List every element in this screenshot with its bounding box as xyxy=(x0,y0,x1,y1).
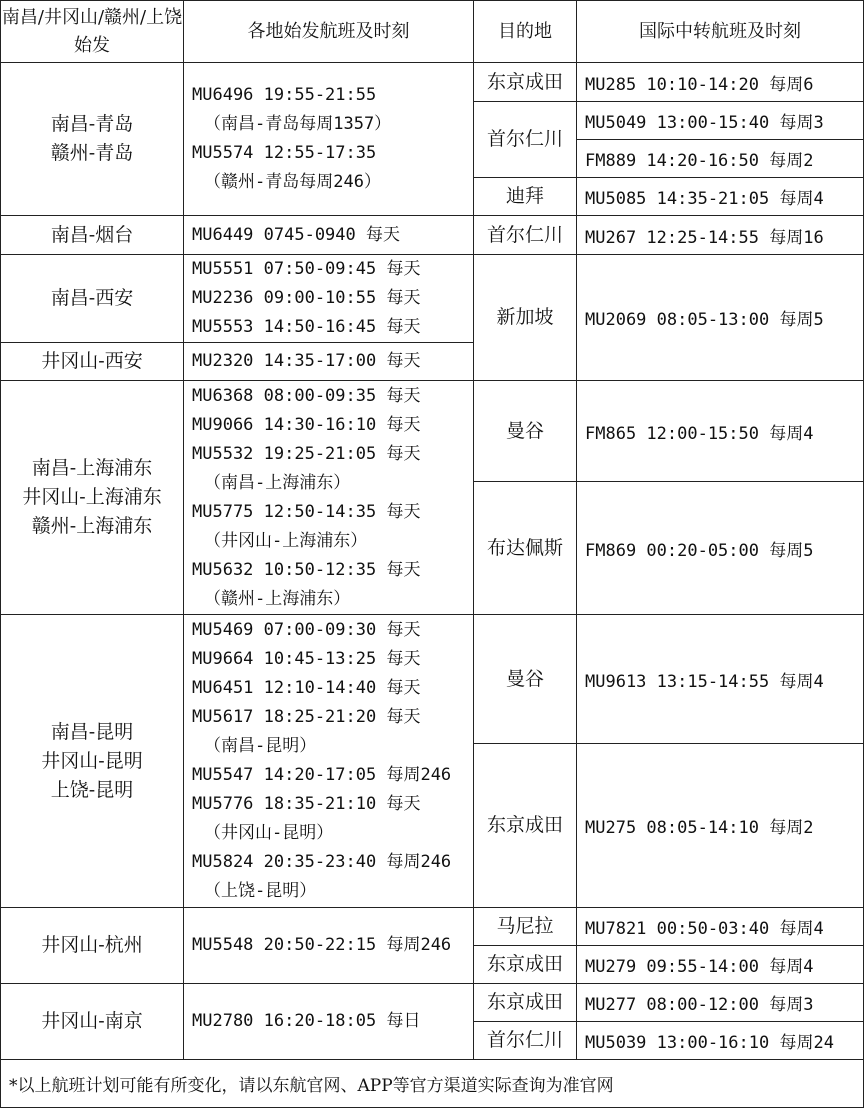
flight-line: MU6496 19:55-21:55 xyxy=(192,85,377,105)
destination-cell: 东京成田 xyxy=(474,946,577,984)
table-row xyxy=(1,984,864,1022)
origin-cell xyxy=(1,381,184,615)
domestic-flights-cell xyxy=(184,343,474,381)
destination-cell: 布达佩斯 xyxy=(474,482,577,615)
header-international: 国际中转航班及时刻 xyxy=(577,1,864,63)
table-row xyxy=(1,255,864,343)
flight-note: （井冈山-上海浦东） xyxy=(204,530,368,551)
destination-cell: 首尔仁川 xyxy=(474,1022,577,1060)
flight-line: MU6449 0745-0940 每天 xyxy=(192,224,400,245)
intl-flight-cell: MU267 12:25-14:55 每周16 xyxy=(577,216,864,255)
flight-line: MU5776 18:35-21:10 每天 xyxy=(192,794,421,814)
flight-line: MU9066 14:30-16:10 每天 xyxy=(192,414,421,435)
destination-cell: 曼谷 xyxy=(474,381,577,482)
intl-flight-cell: MU275 08:05-14:10 每周2 xyxy=(577,744,864,908)
flight-line: MU5532 19:25-21:05 每天 xyxy=(192,443,421,464)
origin-cell: 井冈山-南京 xyxy=(1,984,184,1060)
flight-note: （南昌-昆明） xyxy=(204,736,317,756)
domestic-flights-cell xyxy=(184,381,474,615)
intl-flight-cell: MU5049 13:00-15:40 每周3 xyxy=(577,102,864,140)
domestic-flights-cell xyxy=(184,63,474,216)
footer-row xyxy=(1,1060,864,1108)
domestic-flights-cell xyxy=(184,615,474,908)
origin-route: 赣州-上海浦东 xyxy=(31,515,153,537)
origin-cell: 南昌-西安 xyxy=(1,255,184,343)
destination-cell: 东京成田 xyxy=(474,744,577,908)
origin-route: 井冈山-上海浦东 xyxy=(22,486,162,508)
origin-cell: 井冈山-西安 xyxy=(1,343,184,381)
table-row xyxy=(1,63,864,102)
domestic-flights-cell xyxy=(184,984,474,1060)
footer-note: *以上航班计划可能有所变化，请以东航官网、APP等官方渠道实际查询为准官网 xyxy=(1,1060,864,1108)
flight-line: MU5574 12:55-17:35 xyxy=(192,143,377,163)
flight-line: MU6368 08:00-09:35 每天 xyxy=(192,385,421,406)
intl-flight-cell: FM865 12:00-15:50 每周4 xyxy=(577,381,864,482)
domestic-flights-cell xyxy=(184,908,474,984)
table-row xyxy=(1,615,864,744)
intl-flight-cell: FM869 00:20-05:00 每周5 xyxy=(577,482,864,615)
destination-cell: 马尼拉 xyxy=(474,908,577,946)
origin-route: 井冈山-昆明 xyxy=(41,749,143,772)
flight-line: MU5824 20:35-23:40 每周246 xyxy=(192,852,452,872)
flight-line: MU2320 14:35-17:00 每天 xyxy=(192,351,421,371)
destination-cell: 首尔仁川 xyxy=(474,102,577,178)
flight-note: （南昌-青岛每周1357） xyxy=(204,114,392,134)
origin-cell: 南昌-烟台 xyxy=(1,216,184,255)
flight-line: MU2780 16:20-18:05 每日 xyxy=(192,1011,421,1031)
flight-line: MU5548 20:50-22:15 每周246 xyxy=(192,935,452,955)
destination-cell: 东京成田 xyxy=(474,63,577,102)
table-row xyxy=(1,216,864,255)
origin-cell xyxy=(1,63,184,216)
flight-line: MU5551 07:50-09:45 每天 xyxy=(192,259,421,279)
destination-cell: 东京成田 xyxy=(474,984,577,1022)
intl-flight-cell: MU5039 13:00-16:10 每周24 xyxy=(577,1022,864,1060)
flight-line: MU5632 10:50-12:35 每天 xyxy=(192,559,421,580)
destination-cell: 新加坡 xyxy=(474,255,577,381)
header-row xyxy=(1,1,864,63)
flight-note: （井冈山-昆明） xyxy=(204,823,334,843)
flight-line: MU2236 09:00-10:55 每天 xyxy=(192,288,421,308)
table-row xyxy=(1,908,864,946)
intl-flight-cell: MU5085 14:35-21:05 每周4 xyxy=(577,178,864,216)
intl-flight-cell: FM889 14:20-16:50 每周2 xyxy=(577,140,864,178)
intl-flight-cell: MU2069 08:05-13:00 每周5 xyxy=(577,255,864,381)
flight-note: （赣州-上海浦东） xyxy=(204,588,351,609)
flight-line: MU5775 12:50-14:35 每天 xyxy=(192,501,421,522)
intl-flight-cell: MU7821 00:50-03:40 每周4 xyxy=(577,908,864,946)
intl-flight-cell: MU9613 13:15-14:55 每周4 xyxy=(577,615,864,744)
origin-route: 上饶-昆明 xyxy=(50,778,134,801)
flight-note: （南昌-上海浦东） xyxy=(204,472,351,493)
intl-flight-cell: MU279 09:55-14:00 每周4 xyxy=(577,946,864,984)
origin-route: 南昌-昆明 xyxy=(50,720,134,743)
flight-line: MU5469 07:00-09:30 每天 xyxy=(192,620,421,640)
header-destination: 目的地 xyxy=(474,1,577,63)
origin-route: 南昌-青岛 xyxy=(50,113,134,135)
flight-line: MU5547 14:20-17:05 每周246 xyxy=(192,765,452,785)
flight-line: MU5553 14:50-16:45 每天 xyxy=(192,317,421,337)
flight-line: MU9664 10:45-13:25 每天 xyxy=(192,649,421,669)
flight-note: （赣州-青岛每周246） xyxy=(204,172,381,192)
flight-line: MU5617 18:25-21:20 每天 xyxy=(192,707,421,727)
destination-cell: 曼谷 xyxy=(474,615,577,744)
destination-cell: 迪拜 xyxy=(474,178,577,216)
origin-route: 南昌-上海浦东 xyxy=(31,457,153,479)
origin-route: 赣州-青岛 xyxy=(50,142,134,164)
table-row xyxy=(1,381,864,482)
origin-cell xyxy=(1,615,184,908)
intl-flight-cell: MU285 10:10-14:20 每周6 xyxy=(577,63,864,102)
header-domestic: 各地始发航班及时刻 xyxy=(184,1,474,63)
destination-cell: 首尔仁川 xyxy=(474,216,577,255)
domestic-flights-cell xyxy=(184,216,474,255)
origin-cell: 井冈山-杭州 xyxy=(1,908,184,984)
header-origin: 南昌/井冈山/赣州/上饶始发 xyxy=(1,1,184,63)
domestic-flights-cell xyxy=(184,255,474,343)
flight-line: MU6451 12:10-14:40 每天 xyxy=(192,678,421,698)
flight-note: （上饶-昆明） xyxy=(204,881,317,901)
intl-flight-cell: MU277 08:00-12:00 每周3 xyxy=(577,984,864,1022)
